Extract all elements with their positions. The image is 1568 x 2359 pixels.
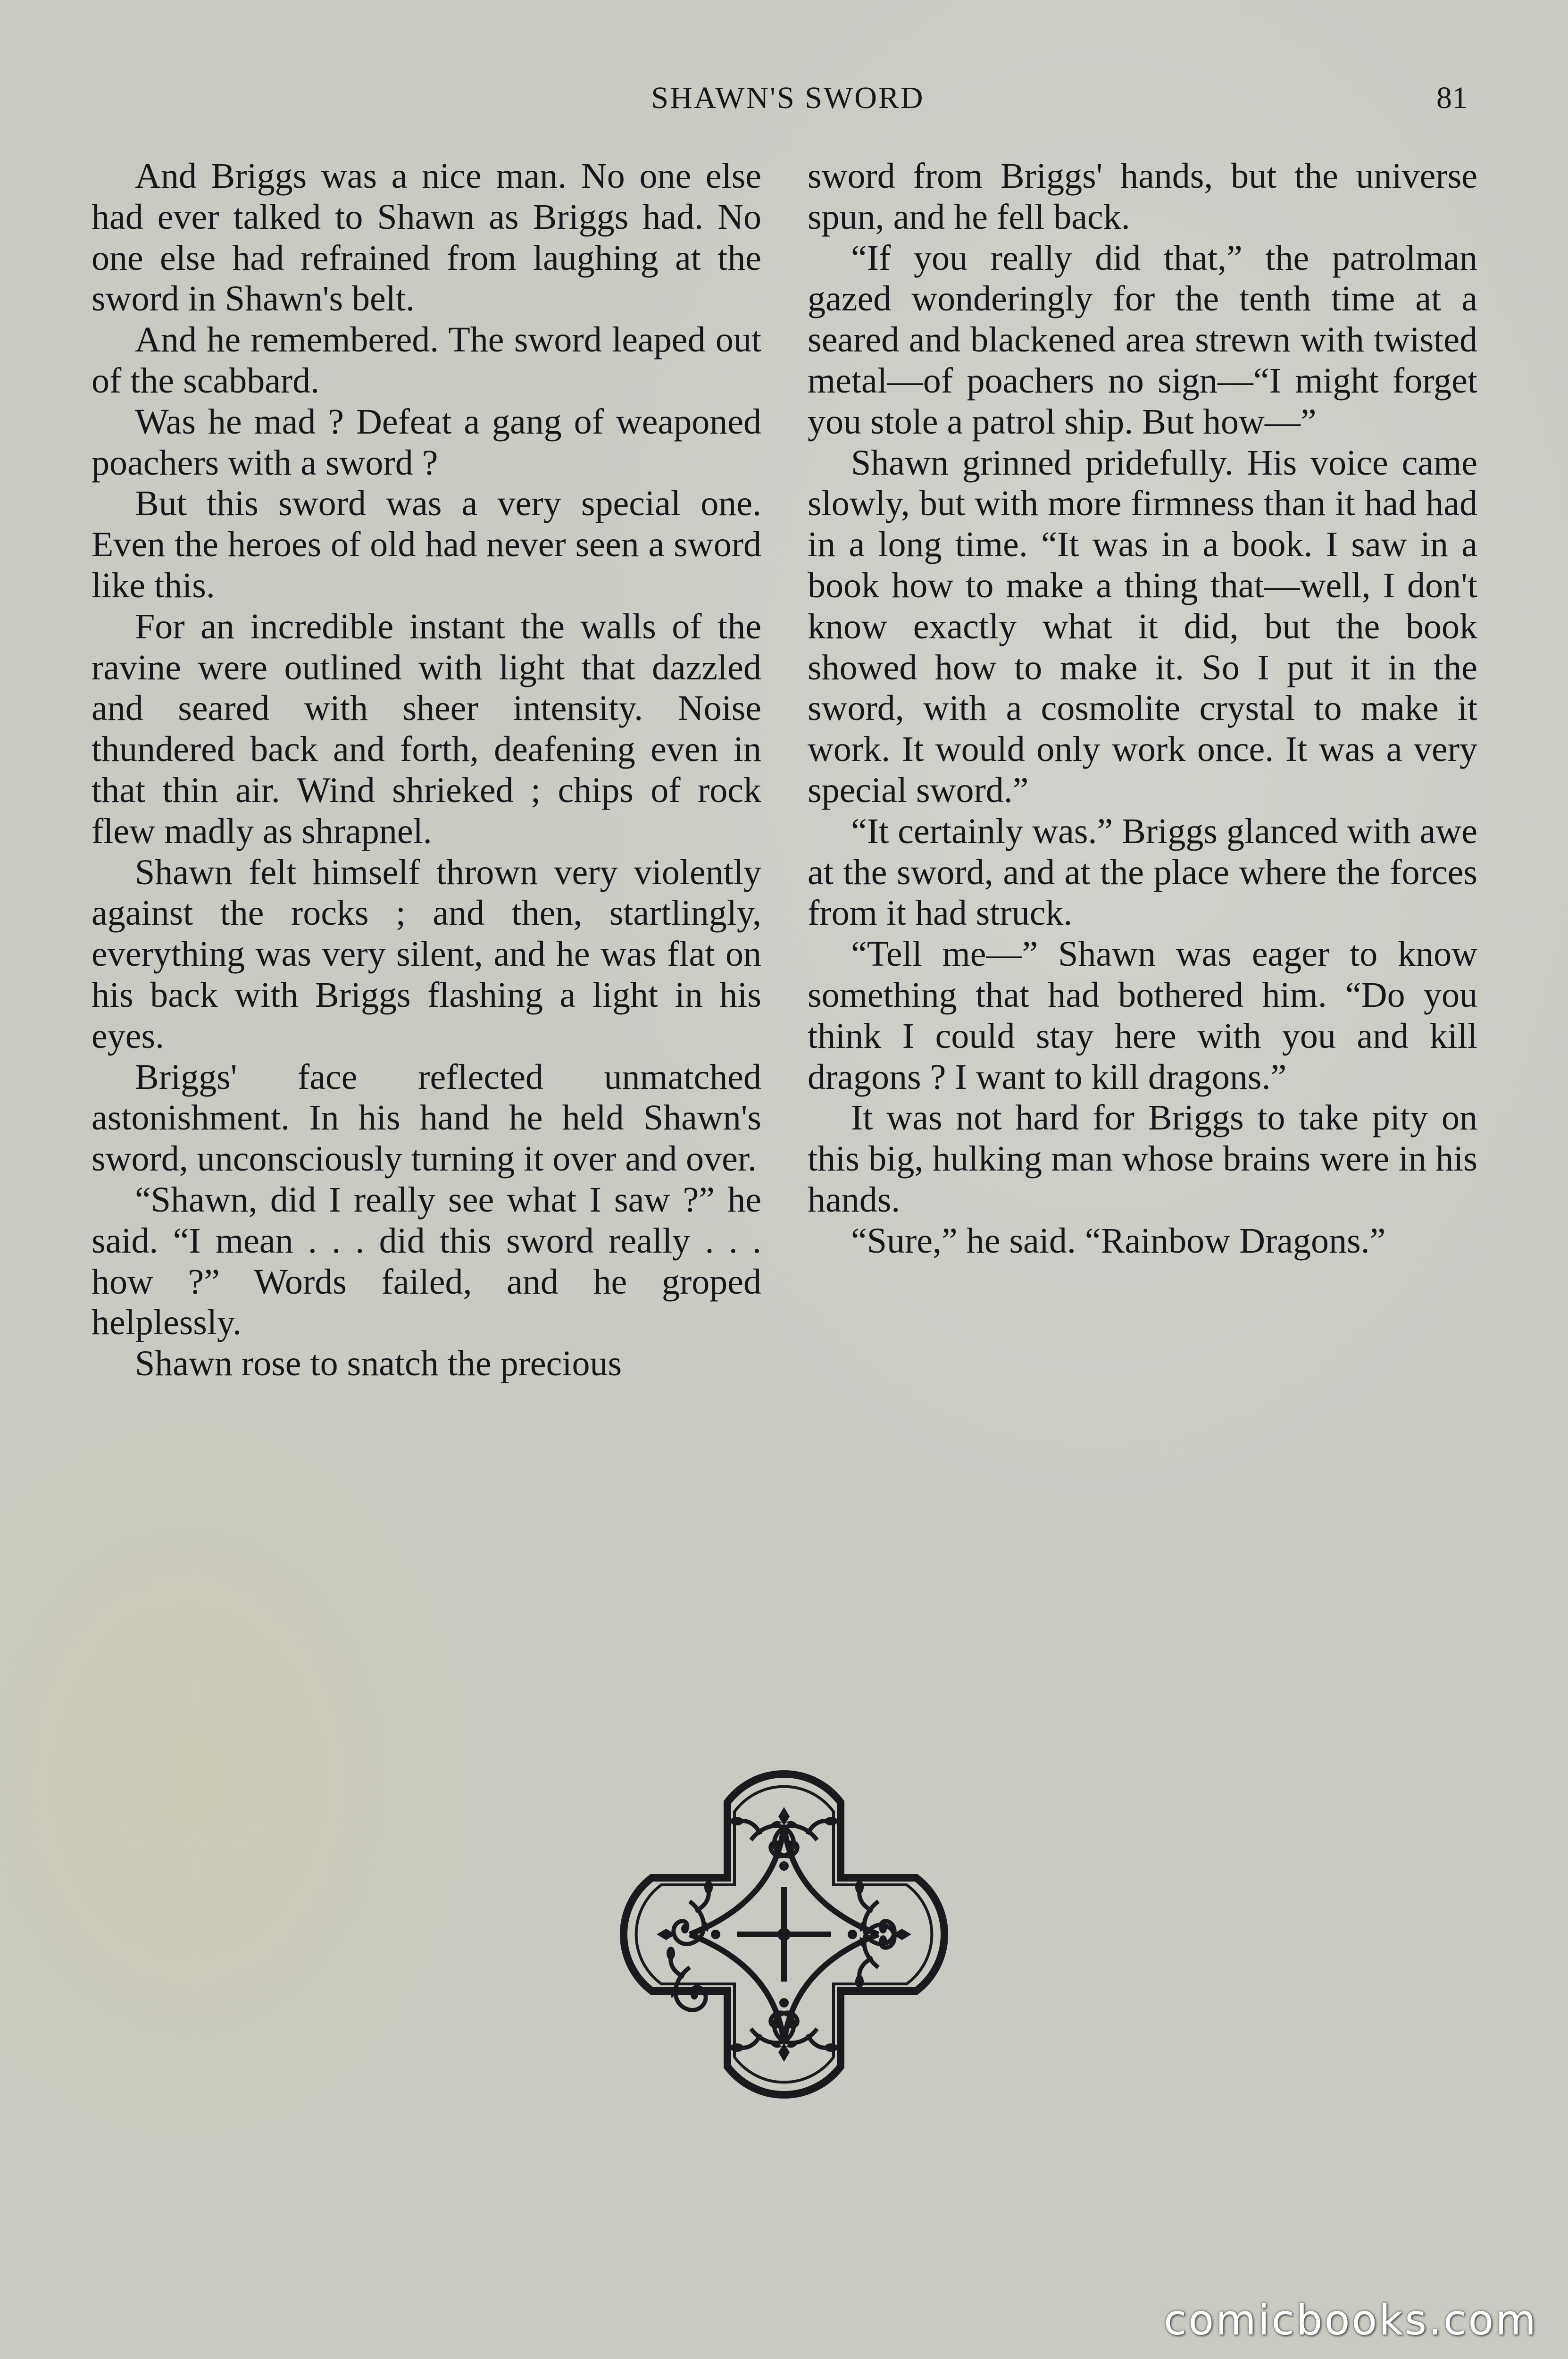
page-header xyxy=(0,80,1568,123)
paragraph: “It certainly was.” Briggs glanced with awe at the sword, and at the place where the forces from it had struck. xyxy=(808,811,1477,933)
quatrefoil-ornament-icon xyxy=(595,1746,973,2123)
page-number: 81 xyxy=(1436,81,1468,115)
paragraph: But this sword was a very special one. Even the heroes of old had never seen a sword like this. xyxy=(92,484,761,605)
paragraph: And he remembered. The sword leaped out of the scabbard. xyxy=(92,320,761,401)
paragraph: Briggs' face reflected unmatched astonishment. In his hand he held Shawn's sword, unconsciously turning it over and over. xyxy=(92,1057,761,1179)
right-column xyxy=(808,156,1477,1262)
paragraph: sword from Briggs' hands, but the universe spun, and he fell back. xyxy=(808,156,1477,237)
paragraph: Shawn rose to snatch the precious xyxy=(135,1344,622,1384)
paragraph: “If you really did that,” the patrolman gazed wonderingly for the tenth time at a seared and blackened area strewn with twisted metal—of poachers no sign—“I might forget you stole a patrol ship. But how—” xyxy=(808,238,1477,442)
paragraph: And Briggs was a nice man. No one else had ever talked to Shawn as Briggs had. No one else had refrained from laughing at the sword in Shawn's belt. xyxy=(92,156,761,319)
paragraph: Was he mad ? Defeat a gang of weaponed poachers with a sword ? xyxy=(92,402,761,483)
paragraph: For an incredible instant the walls of the ravine were outlined with light that dazzled and seared with sheer intensity. Noise thundered back and forth, deafening even in that thin air. Wind shrieked ; chips of rock flew madly as shrapnel. xyxy=(92,606,761,851)
paragraph: “Shawn, did I really see what I saw ?” he said. “I mean . . . did this sword really . . . how ?” Words failed, and he groped helplessly. xyxy=(92,1180,761,1343)
paragraph: “Tell me—” Shawn was eager to know something that had bothered him. “Do you think I could stay here with you and kill dragons ? I want to kill dragons.” xyxy=(808,934,1477,1097)
paragraph: Shawn felt himself thrown very violently against the rocks ; and then, startlingly, everything was very silent, and he was flat on his back with Briggs flashing a light in his eyes. xyxy=(92,852,761,1056)
paragraph: It was not hard for Briggs to take pity on this big, hulking man whose brains were in his hands. xyxy=(808,1098,1477,1220)
paragraph: Shawn grinned pridefully. His voice came slowly, but with more firmness than it had had in a long time. “It was in a book. I saw in a book how to make a thing that—well, I don't know exactly what it did, but the book showed how to make it. So I put it in the sword, with a cosmolite crystal to make it work. It would only work once. It was a very special sword.” xyxy=(808,443,1477,810)
running-title: SHAWN'S SWORD xyxy=(651,81,925,115)
left-column xyxy=(92,156,761,1384)
watermark: comicbooks.com xyxy=(1163,2296,1538,2344)
paragraph: “Sure,” he said. “Rainbow Dragons.” xyxy=(851,1221,1386,1261)
